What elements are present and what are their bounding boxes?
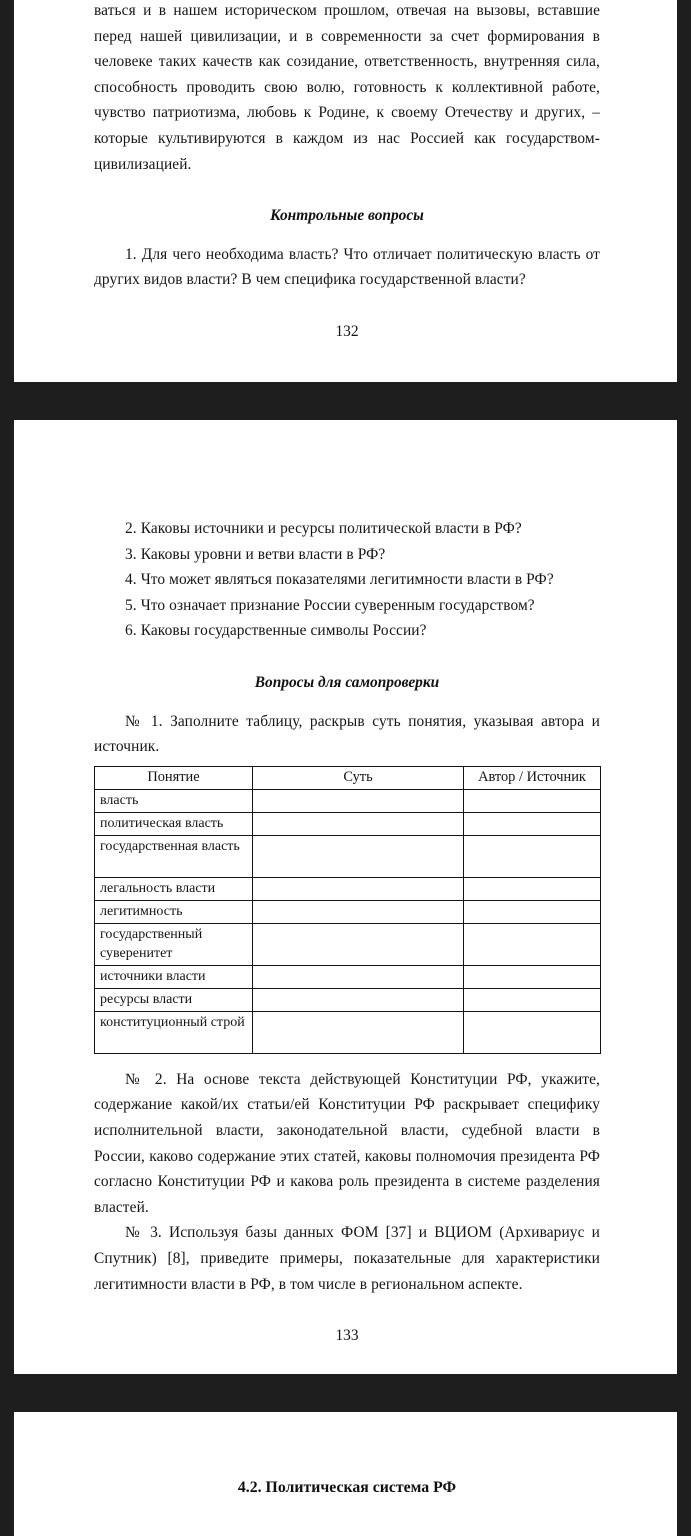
document-page-132 — [14, 0, 677, 382]
table-row — [95, 1011, 601, 1053]
page-132-folio: 132 — [335, 322, 359, 340]
table-row — [95, 877, 601, 900]
table-cell-source[interactable] — [464, 835, 601, 877]
table-cell-source[interactable] — [464, 789, 601, 812]
table-cell-source[interactable] — [464, 812, 601, 835]
table-column-header-essence: Суть — [253, 766, 464, 789]
concept-worksheet-table — [94, 766, 601, 1054]
page-132-paragraph-1: ваться и в нашем историческом прошлом, отвечая на вызовы, вставшие перед нашей цивилизации, и в современности за счет формирования в человеке таких качеств как созидание, ответственность, внутренняя сила, способность проводить свою волю, готовность к коллективной работе, чувство патриотизма, любовь к Родине, к своему Отечеству и других, – которые культивируются в каждом из нас Россией как государством-цивилизацией. — [94, 2, 600, 173]
spacer — [94, 1297, 600, 1323]
table-row — [95, 923, 601, 965]
table-cell-concept: государственная власть — [95, 835, 253, 877]
table-cell-essence[interactable] — [253, 812, 464, 835]
page-134-chapter-heading: 4.2. Политическая система РФ — [237, 1479, 457, 1496]
table-cell-essence[interactable] — [253, 965, 464, 988]
table-cell-concept: конституционный строй — [95, 1011, 253, 1053]
table-cell-source[interactable] — [464, 900, 601, 923]
table-row — [95, 988, 601, 1011]
table-row — [95, 900, 601, 923]
page-133-question-3: 3. Каковы уровни и ветви власти в РФ? — [125, 545, 386, 563]
table-cell-essence[interactable] — [253, 877, 464, 900]
table-row — [95, 835, 601, 877]
table-cell-source[interactable] — [464, 965, 601, 988]
spacer — [94, 229, 600, 242]
spacer — [94, 177, 600, 203]
page-133-section-heading: Вопросы для самопроверки — [254, 673, 440, 691]
table-row — [95, 965, 601, 988]
table-cell-concept: политическая власть — [95, 812, 253, 835]
table-cell-concept: легальность власти — [95, 877, 253, 900]
table-column-header-concept: Понятие — [95, 766, 253, 789]
spacer — [94, 644, 600, 670]
page-133-task-2: № 2. На основе текста действующей Конституции РФ, укажите, содержание какой/их статьи/ей Конституции РФ раскрывает специфику исполнительной власти, законодательной власти, судебной власти в России, каково содержание этих статей, каковы полномочия президента РФ согласно Конституции РФ и какова роль президента в системе разделения властей. — [94, 1070, 600, 1216]
table-header-row — [95, 766, 601, 789]
table-cell-concept: источники власти — [95, 965, 253, 988]
table-cell-source[interactable] — [464, 923, 601, 965]
page-separator — [0, 1374, 691, 1412]
page-separator — [0, 382, 691, 420]
table-cell-essence[interactable] — [253, 900, 464, 923]
table-row — [95, 789, 601, 812]
page-132-question-1: 1. Для чего необходима власть? Что отличает политическую власть от других видов власти? В чем специфика государственной власти? — [94, 245, 600, 289]
table-cell-essence[interactable] — [253, 923, 464, 965]
table-cell-essence[interactable] — [253, 789, 464, 812]
table-cell-essence[interactable] — [253, 988, 464, 1011]
table-cell-source[interactable] — [464, 1011, 601, 1053]
spacer — [94, 1054, 600, 1067]
table-cell-source[interactable] — [464, 877, 601, 900]
page-133-question-2: 2. Каковы источники и ресурсы политической власти в РФ? — [125, 520, 522, 537]
table-column-header-source: Автор / Источник — [464, 766, 601, 789]
page-133-task-3: № 3. Используя базы данных ФОМ [37] и ВЦИОМ (Архивариус и Спутник) [8], приведите примеры, показательные для характеристики легитимности власти в РФ, в том числе в региональном аспекте. — [94, 1224, 600, 1293]
spacer — [94, 696, 600, 709]
spacer — [94, 293, 600, 319]
document-page-134 — [14, 1412, 677, 1536]
table-row — [95, 812, 601, 835]
table-cell-concept: ресурсы власти — [95, 988, 253, 1011]
table-cell-source[interactable] — [464, 988, 601, 1011]
table-cell-essence[interactable] — [253, 1011, 464, 1053]
page-133-question-4: 4. Что может являться показателями легитимности власти в РФ? — [125, 571, 554, 589]
page-133-task-1: № 1. Заполните таблицу, раскрыв суть понятия, указывая автора и источник. — [94, 712, 600, 756]
page-133-folio: 133 — [335, 1327, 359, 1345]
table-cell-concept: легитимность — [95, 900, 253, 923]
page-133-question-6: 6. Каковы государственные символы России? — [125, 622, 427, 640]
page-132-section-heading: Контрольные вопросы — [270, 207, 424, 225]
table-cell-concept: власть — [95, 789, 253, 812]
document-page-133 — [14, 420, 677, 1374]
table-cell-essence[interactable] — [253, 835, 464, 877]
page-133-question-5: 5. Что означает признание России суверенным государством? — [125, 596, 535, 614]
table-cell-concept: государственный суверенитет — [95, 923, 253, 965]
